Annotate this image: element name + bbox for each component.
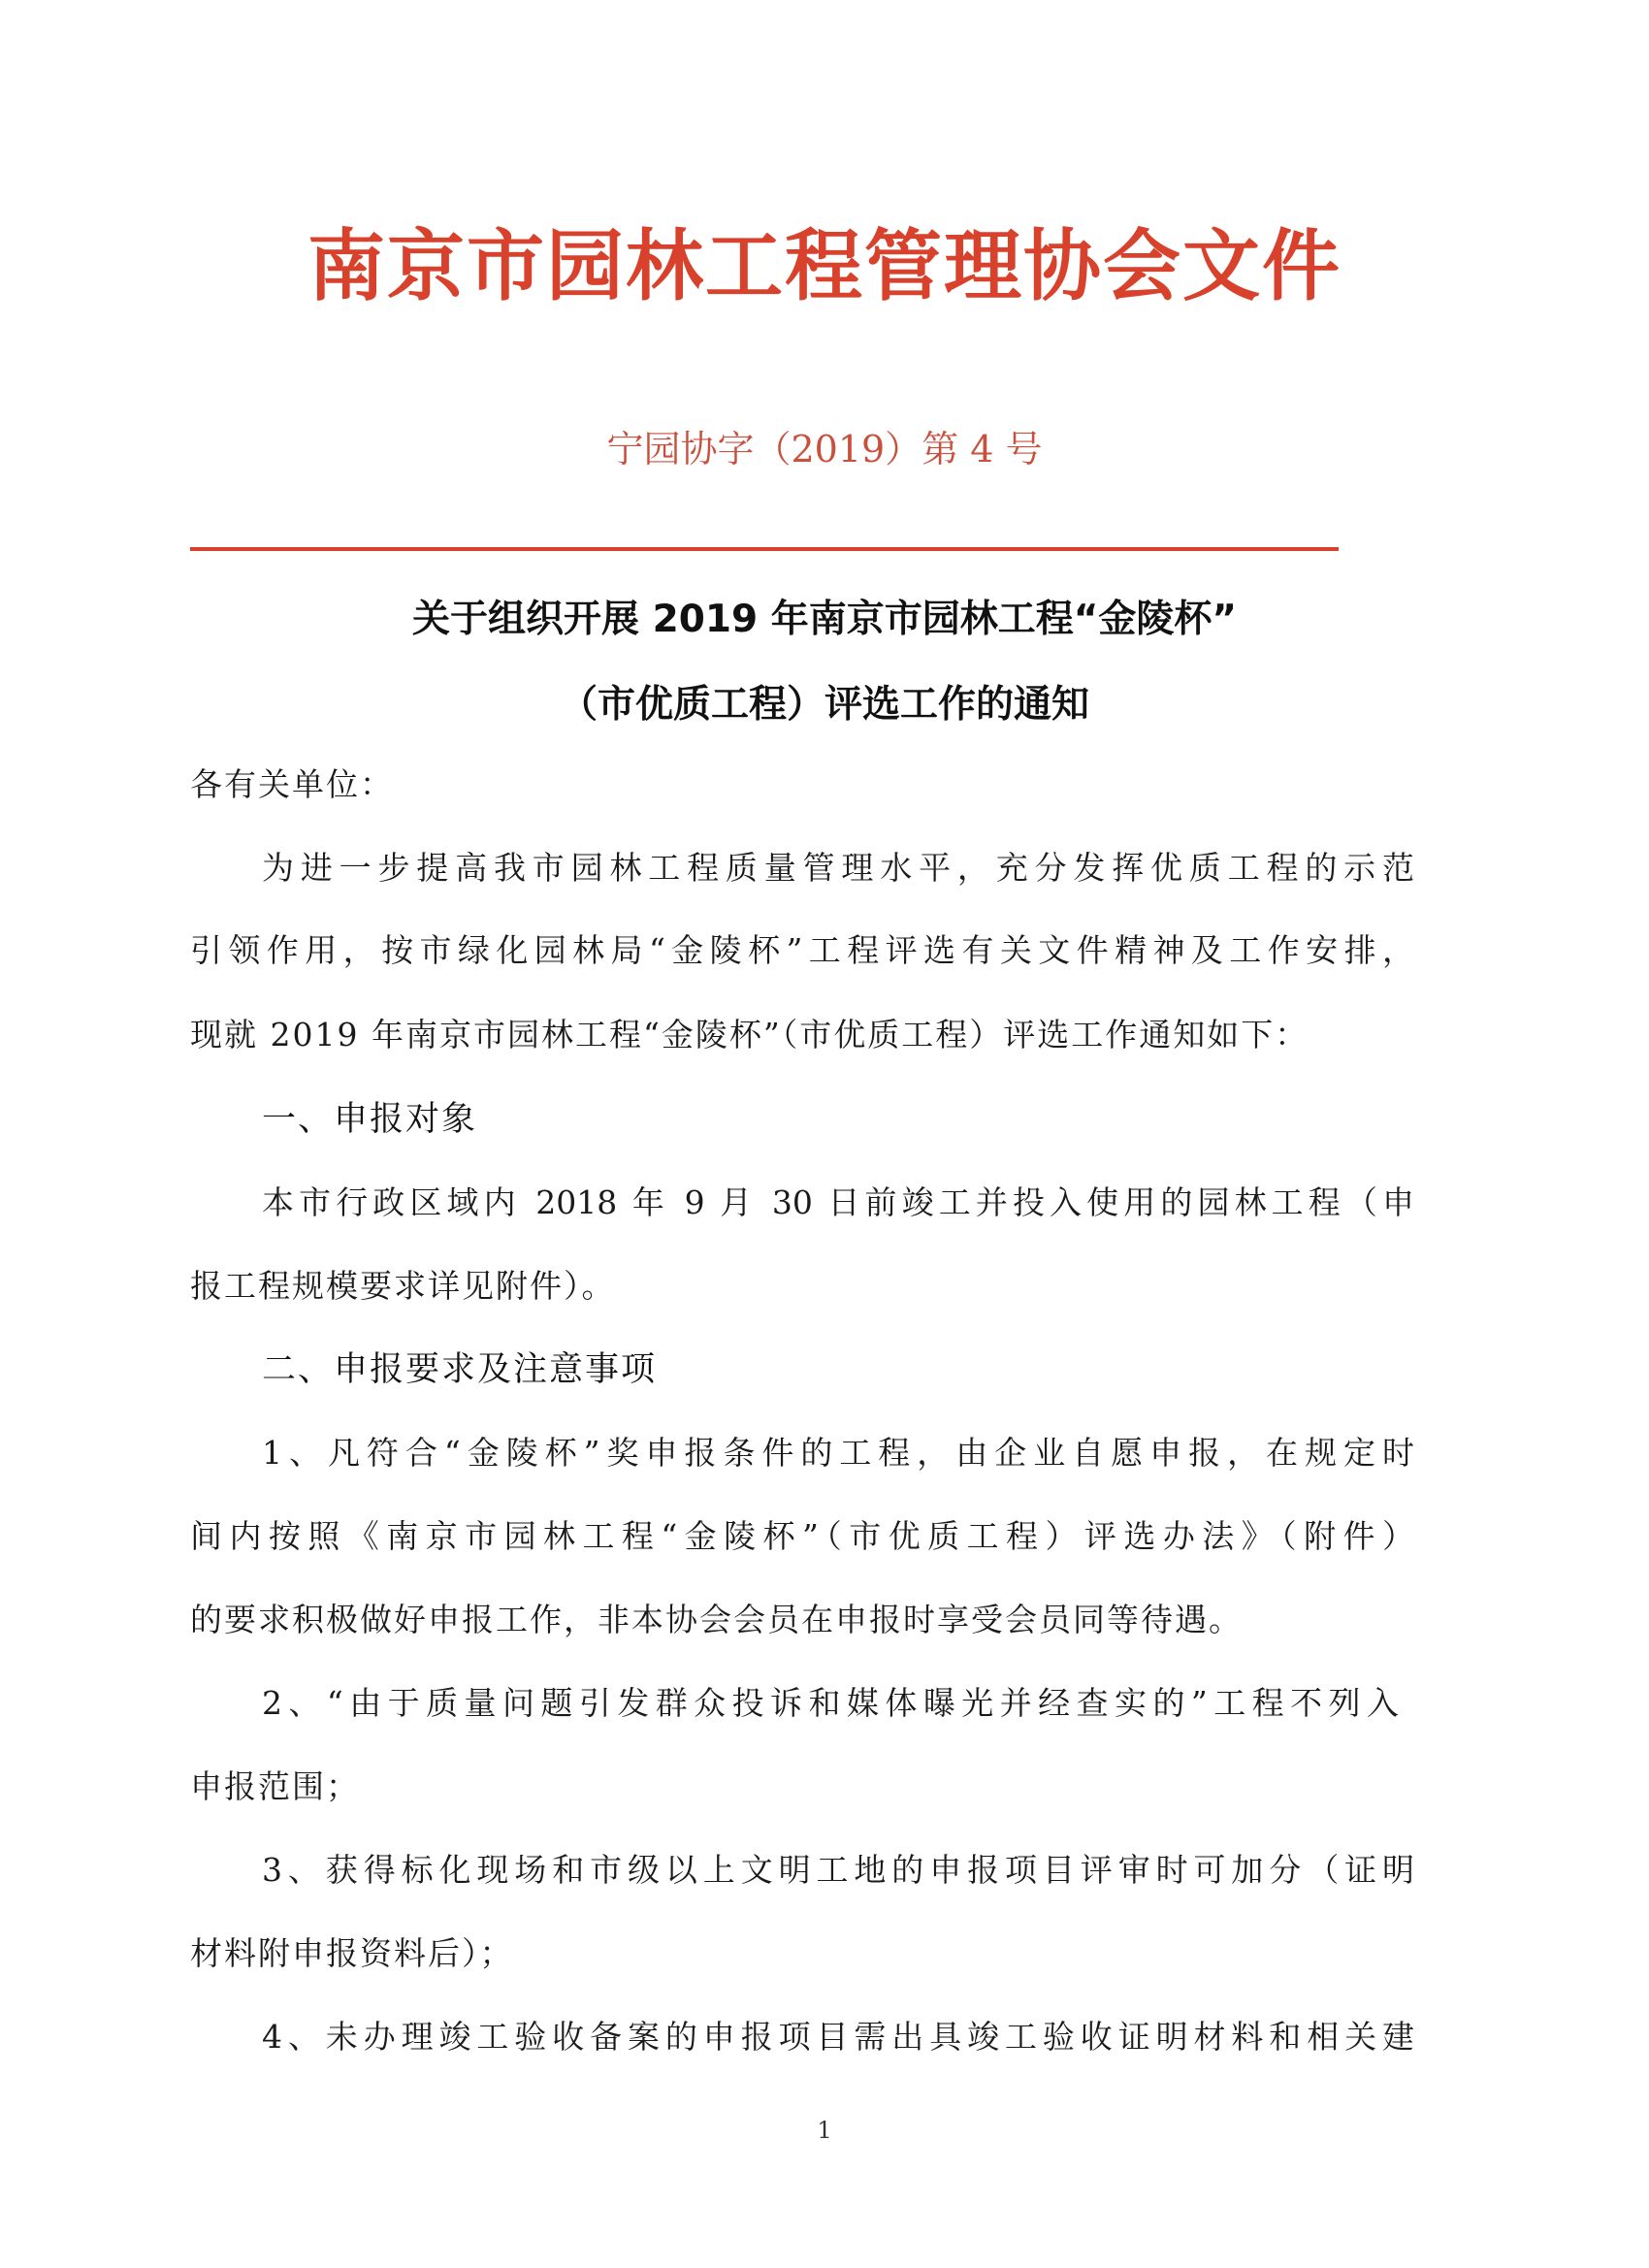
notice-title-line-1: 关于组织开展 2019 年南京市园林工程“金陵杯” xyxy=(412,598,1237,641)
item-1-line-2: 间内按照《南京市园林工程“金陵杯”（市优质工程）评选办法》（附件） xyxy=(190,1517,1414,1555)
section-1-heading: 一、申报对象 xyxy=(262,1100,478,1139)
notice-title-line-2: （市优质工程）评选工作的通知 xyxy=(559,683,1089,727)
salutation: 各有关单位： xyxy=(190,765,394,803)
item-1-line-1: 1、凡符合“金陵杯”奖申报条件的工程，由企业自愿申报，在规定时 xyxy=(262,1434,1414,1472)
item-3-line-2: 材料附申报资料后）； xyxy=(190,1934,514,1972)
section-1-line-1: 本市行政区域内 2018 年 9 月 30 日前竣工并投入使用的园林工程（申 xyxy=(262,1183,1414,1221)
item-2-line-2: 申报范围； xyxy=(190,1767,360,1805)
item-4-line-1: 4、未办理竣工验收备案的申报项目需出具竣工验收证明材料和相关建 xyxy=(262,2018,1414,2056)
intro-line-2: 引领作用，按市绿化园林局“金陵杯”工程评选有关文件精神及工作安排， xyxy=(190,931,1414,969)
intro-line-1: 为进一步提高我市园林工程质量管理水平，充分发挥优质工程的示范 xyxy=(262,849,1414,887)
page-number: 1 xyxy=(817,2117,832,2144)
intro-line-3: 现就 2019 年南京市园林工程“金陵杯”（市优质工程）评选工作通知如下： xyxy=(190,1016,1310,1053)
section-2-heading: 二、申报要求及注意事项 xyxy=(262,1350,658,1389)
document-number: 宁园协字（2019）第 4 号 xyxy=(606,428,1043,470)
item-2-line-1: 2、“由于质量问题引发群众投诉和媒体曝光并经查实的”工程不列入 xyxy=(262,1684,1399,1722)
section-1-line-2: 报工程规模要求详见附件）。 xyxy=(190,1267,616,1305)
red-divider-line xyxy=(190,547,1339,551)
item-1-line-3: 的要求积极做好申报工作，非本协会会员在申报时享受会员同等待遇。 xyxy=(190,1601,1243,1638)
document-header-title: 南京市园林工程管理协会文件 xyxy=(307,220,1342,311)
item-3-line-1: 3、获得标化现场和市级以上文明工地的申报项目评审时可加分（证明 xyxy=(262,1851,1414,1889)
